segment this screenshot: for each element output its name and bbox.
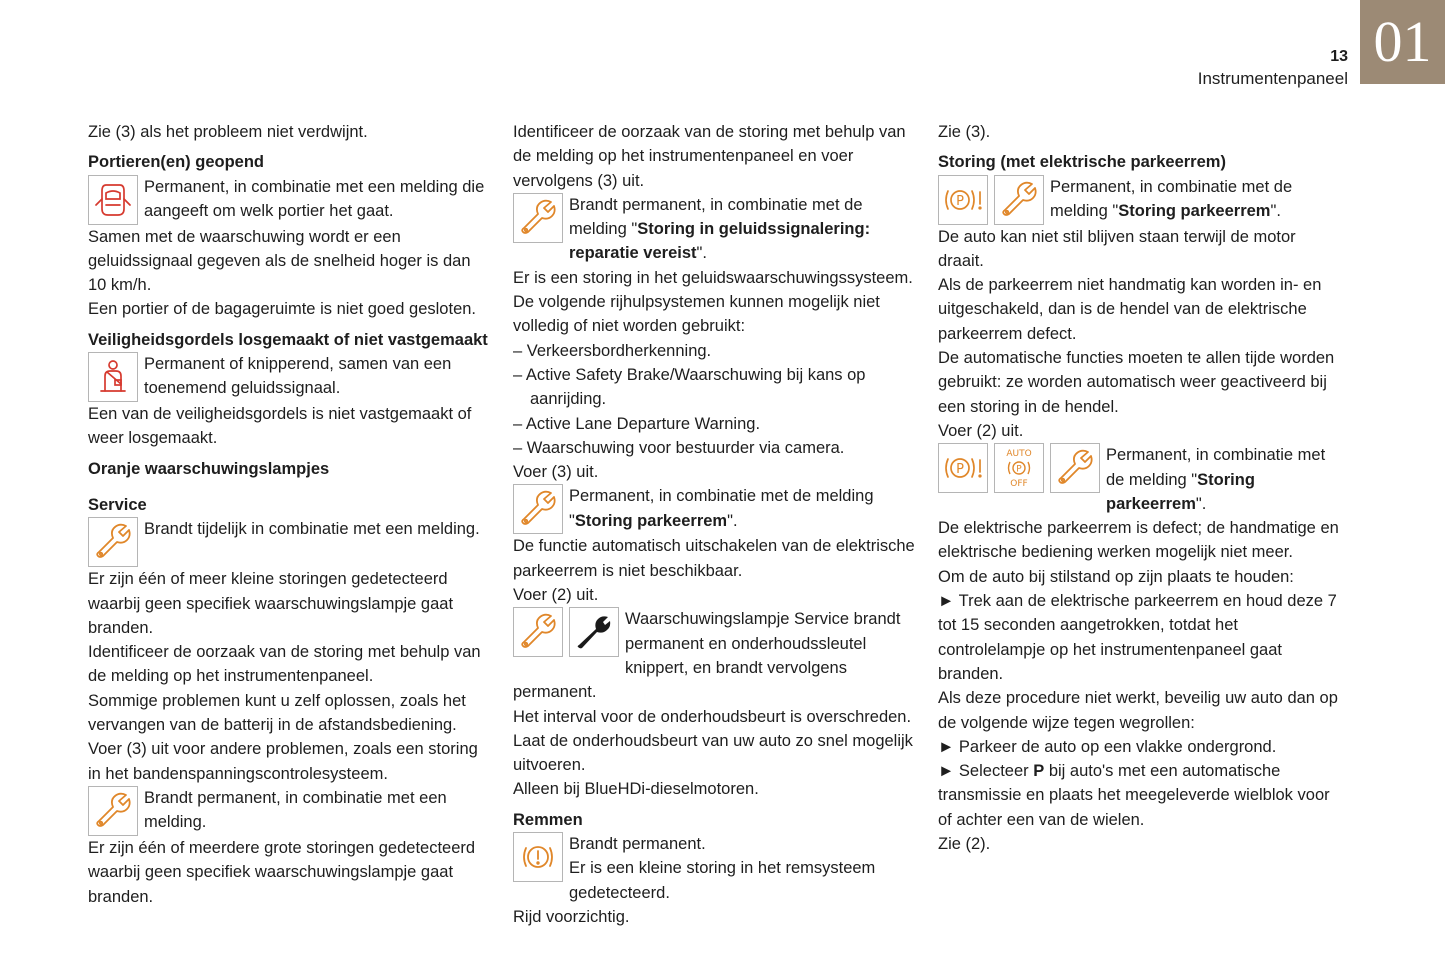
paragraph: Sommige problemen kunt u zelf oplossen, zoals het vervangen van de batterij in de afstandsbediening. [88,691,466,735]
instruction-item: ► Selecteer P bij auto's met een automatische transmissie en plaats het meegeleverde wielblok voor of achter een van de wielen. [938,762,1330,829]
paragraph: Rijd voorzichtig. [513,907,630,926]
seatbelt-icon [88,352,138,402]
paragraph: De functie automatisch uitschakelen van de elektrische parkeerrem is niet beschikbaar. [513,537,915,580]
paragraph: Zie (3). [938,123,991,141]
auto-label: AUTO [1006,449,1032,460]
paragraph: Een portier of de bagageruimte is niet goed gesloten. [88,300,477,319]
paragraph: Samen met de waarschuwing wordt er een geluidssignaal gegeven als de snelheid hoger is dan 10 km/h. [88,227,471,295]
list-item: – Active Safety Brake/Waarschuwing bij kans op aanrijding. [513,365,866,409]
doors-text: Permanent, in combinatie met een melding die aangeeft om welk portier het gaat. [144,177,485,220]
warning-parking-brake [513,484,918,534]
heading-service: Service [88,495,147,514]
wrench-icon [513,607,563,657]
message-name: Storing parkeerrem [1118,201,1271,220]
parking-brake-fault-icon [938,175,988,225]
paragraph: Als de parkeerrem niet handmatig kan worden in- en uitgeschakeld, dan is de hendel van de elektrische parkeerrem defect. [938,276,1322,343]
paragraph: Identificeer de oorzaak van de storing met behulp van de melding op het instrumentenpaneel. [88,643,481,686]
paragraph: Een van de veiligheidsgordels is niet vastgemaakt of weer losgemaakt. [88,405,472,448]
column-3 [938,120,1343,856]
warning-sound-fault [513,193,918,266]
page-number: 13 [1330,48,1348,65]
wrench-icon [994,175,1044,225]
paragraph: De automatische functies moeten te allen tijde worden gebruikt: ze worden automatisch weer geactiveerd bij een storing in de hendel. [938,349,1335,416]
paragraph: De elektrische parkeerrem is defect; de handmatige en elektrische bediening werken mogelijk niet meer. [938,519,1339,562]
column-1 [88,120,488,909]
message-name: Storing parkeerrem [574,511,728,530]
warning-service-1 [88,517,488,567]
heading-seatbelts: Veiligheidsgordels losgemaakt of niet vastgemaakt [88,330,488,349]
paragraph: De auto kan niet stil blijven staan terwijl de motor draait. [938,227,1296,270]
column-2 [513,120,918,929]
warning-doors [88,175,488,225]
parking-brake-text: Permanent, in combinatie met de melding "Storing parkeerrem". [569,487,874,530]
wrench-icon [88,786,138,836]
auto-off-parking-icon [994,443,1044,493]
paragraph: Voer (2) uit. [938,421,1024,440]
paragraph: Alleen bij BlueHDi-dieselmotoren. [513,780,759,799]
paragraph: Als deze procedure niet werkt, beveilig uw auto dan op de volgende wijze tegen wegrollen: [938,689,1338,732]
section-title: Instrumentenpaneel [1197,69,1348,88]
wrench-icon [88,517,138,567]
brakes-text-1: Brandt permanent. [569,835,706,854]
wrench-icon [1050,443,1100,493]
list-item: – Waarschuwing voor bestuurder via camera. [513,438,845,457]
service-1-text: Brandt tijdelijk in combinatie met een melding. [144,520,480,539]
epb-1-text: Permanent, in combinatie met de melding "Storing parkeerrem". [1050,177,1293,220]
heading-doors: Portieren(en) geopend [88,153,265,172]
message-name: Storing in geluidssignalering: reparatie vereist [569,220,871,263]
warning-maintenance [513,607,918,704]
off-label: OFF [1010,479,1028,490]
warning-epb-2 [938,443,1343,516]
wrench-icon [513,484,563,534]
seatbelts-text: Permanent of knipperend, samen van een toenemend geluidssignaal. [144,355,452,398]
instruction-item: ► Parkeer de auto op een vlakke ondergrond. [938,737,1277,756]
maintenance-key-icon [569,607,619,657]
list-item: – Verkeersbordherkenning. [513,341,712,360]
door-open-icon [88,175,138,225]
warning-seatbelts [88,352,488,402]
heading-brakes: Remmen [513,810,583,829]
paragraph: De volgende rijhulpsystemen kunnen mogelijk niet volledig of niet worden gebruikt: [513,293,880,336]
maintenance-text: Waarschuwingslampje Service brandt permanent en onderhoudssleutel knippert, en brandt vervolgens permanent. [513,610,901,702]
instruction-item: ► Trek aan de elektrische parkeerrem en houd deze 7 tot 15 seconden aangetrokken, totdat het controlelampje op het instrumentenpaneel gaat branden. [938,592,1337,683]
warning-epb-1 [938,175,1343,225]
paragraph: Laat de onderhoudsbeurt van uw auto zo snel mogelijk uitvoeren. [513,731,913,775]
paragraph: Het interval voor de onderhoudsbeurt is overschreden. [513,707,912,726]
epb-2-text: Permanent, in combinatie met de melding "Storing parkeerrem". [1106,446,1326,513]
p-label: P [956,193,964,209]
service-2-text: Brandt permanent, in combinatie met een melding. [144,788,447,832]
heading-epb-fault: Storing (met elektrische parkeerrem) [938,153,1226,172]
paragraph: Voer (3) uit. [513,463,599,482]
paragraph: Identificeer de oorzaak van de storing met behulp van de melding op het instrumentenpaneel en voer vervolgens (3) uit. [513,123,906,190]
sound-fault-text: Brandt permanent, in combinatie met de melding "Storing in geluidssignalering: reparatie vereist". [569,195,871,263]
message-name: Storing parkeerrem [1106,470,1255,513]
heading-orange-warnings: Oranje waarschuwingslampjes [88,459,330,478]
wrench-icon [513,193,563,243]
paragraph: Er zijn één of meerdere grote storingen gedetecteerd waarbij geen specifiek waarschuwingslampje gaat branden. [88,838,476,906]
brakes-text-2: Er is een kleine storing in het remsysteem gedetecteerd. [569,859,876,902]
paragraph: Er is een storing in het geluidswaarschuwingssysteem. [513,268,913,287]
p-label: P [1016,464,1022,475]
paragraph: Voer (3) uit voor andere problemen, zoals een storing in het bandenspanningscontrolesysteem. [88,740,478,783]
chapter-tab: 01 [1360,0,1445,84]
p-label: P [956,462,964,478]
paragraph: Er zijn één of meer kleine storingen gedetecteerd waarbij geen specifiek waarschuwingslampje gaat branden. [88,570,454,637]
brake-warning-icon [513,832,563,882]
paragraph: Zie (3) als het probleem niet verdwijnt. [88,123,368,141]
warning-brakes [513,832,918,905]
paragraph: Zie (2). [938,835,991,854]
paragraph: Voer (2) uit. [513,586,599,605]
paragraph: Om de auto bij stilstand op zijn plaats te houden: [938,567,1294,586]
list-item: – Active Lane Departure Warning. [513,414,761,433]
gear-p: P [1033,762,1045,781]
warning-service-2 [88,786,488,836]
parking-brake-fault-icon [938,443,988,493]
page-header [1198,46,1348,90]
